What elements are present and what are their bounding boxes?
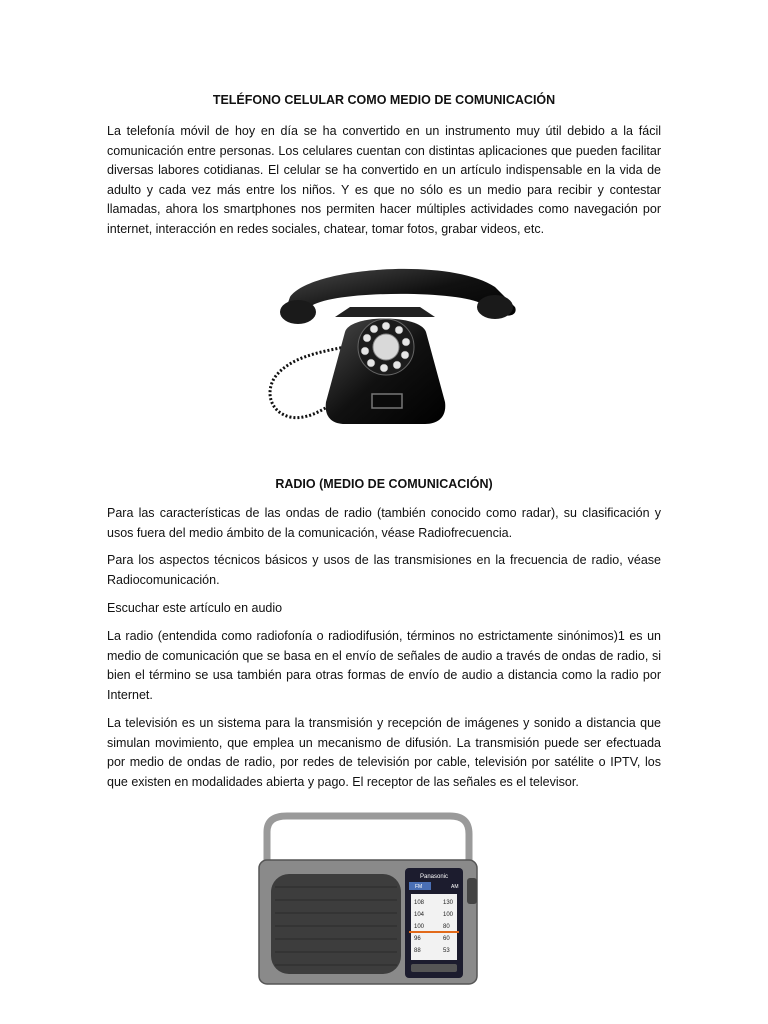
am-scale-60: 60 — [443, 936, 450, 942]
band-fm-label: FM — [415, 884, 423, 890]
paragraph-telefono: La telefonía móvil de hoy en día se ha convertido en un instrumento muy útil debido a la fácil comunicación entre personas. Los celulares cuentan con distintas aplicaciones que pueden facilitar diversas labores cotidianas. El celular se ha convertido en un artículo indispensable en la vida de adulto y cada vez más entre los niños. Y es que no sólo es un medio para recibir y contestar llamadas, ahora los smartphones nos permiten hacer múltiples actividades como navegación por internet, interacción en redes sociales, chatear, tomar fotos, grabar videos, etc. — [107, 124, 661, 236]
am-scale-100: 100 — [443, 912, 454, 918]
band-am-label: AM — [451, 884, 459, 890]
am-scale-53: 53 — [443, 948, 450, 954]
am-scale-80: 80 — [443, 924, 450, 930]
fm-scale-96: 96 — [414, 936, 421, 942]
portable-radio-image — [255, 812, 485, 988]
section-title-telefono: TELÉFONO CELULAR COMO MEDIO DE COMUNICACIÓN — [212, 93, 556, 107]
brand-label: Panasonic — [419, 874, 449, 880]
fm-scale-104: 104 — [414, 912, 425, 918]
paragraph-radio-5: La televisión es un sistema para la transmisión y recepción de imágenes y sonido a distancia que simulan movimiento, que emplea un mecanismo de difusión. La transmisión puede ser efectuada por medio de ondas de radio, por redes de televisión por cable, televisión por satélite o IPTV, los que existen en modalidades abierta y pago. El receptor de las señales es el televisor. — [107, 716, 661, 789]
am-scale-130: 130 — [443, 900, 454, 906]
paragraph-radio-2: Para los aspectos técnicos básicos y usos de las transmisiones en la frecuencia de radio, véase Radiocomunicación. — [107, 553, 661, 587]
fm-scale-88: 88 — [414, 948, 421, 954]
paragraph-radio-1: Para las características de las ondas de radio (también conocido como radar), su clasificación y usos fuera del medio ámbito de la comunicación, véase Radiofrecuencia. — [107, 506, 661, 540]
fm-scale-100: 100 — [414, 924, 425, 930]
paragraph-radio-3: Escuchar este artículo en audio — [107, 601, 283, 615]
paragraph-radio-4: La radio (entendida como radiofonía o radiodifusión, términos no estrictamente sinónimos)1 es un medio de comunicación que se basa en el envío de señales de audio a través de ondas de radio, si bien el término se usa también para otras formas de envío de audio a distancia como la radio por Internet. — [107, 629, 661, 702]
section-title-radio: RADIO (MEDIO DE COMUNICACIÓN) — [275, 477, 493, 491]
rotary-phone-image — [250, 252, 520, 430]
fm-scale-108: 108 — [414, 900, 425, 906]
